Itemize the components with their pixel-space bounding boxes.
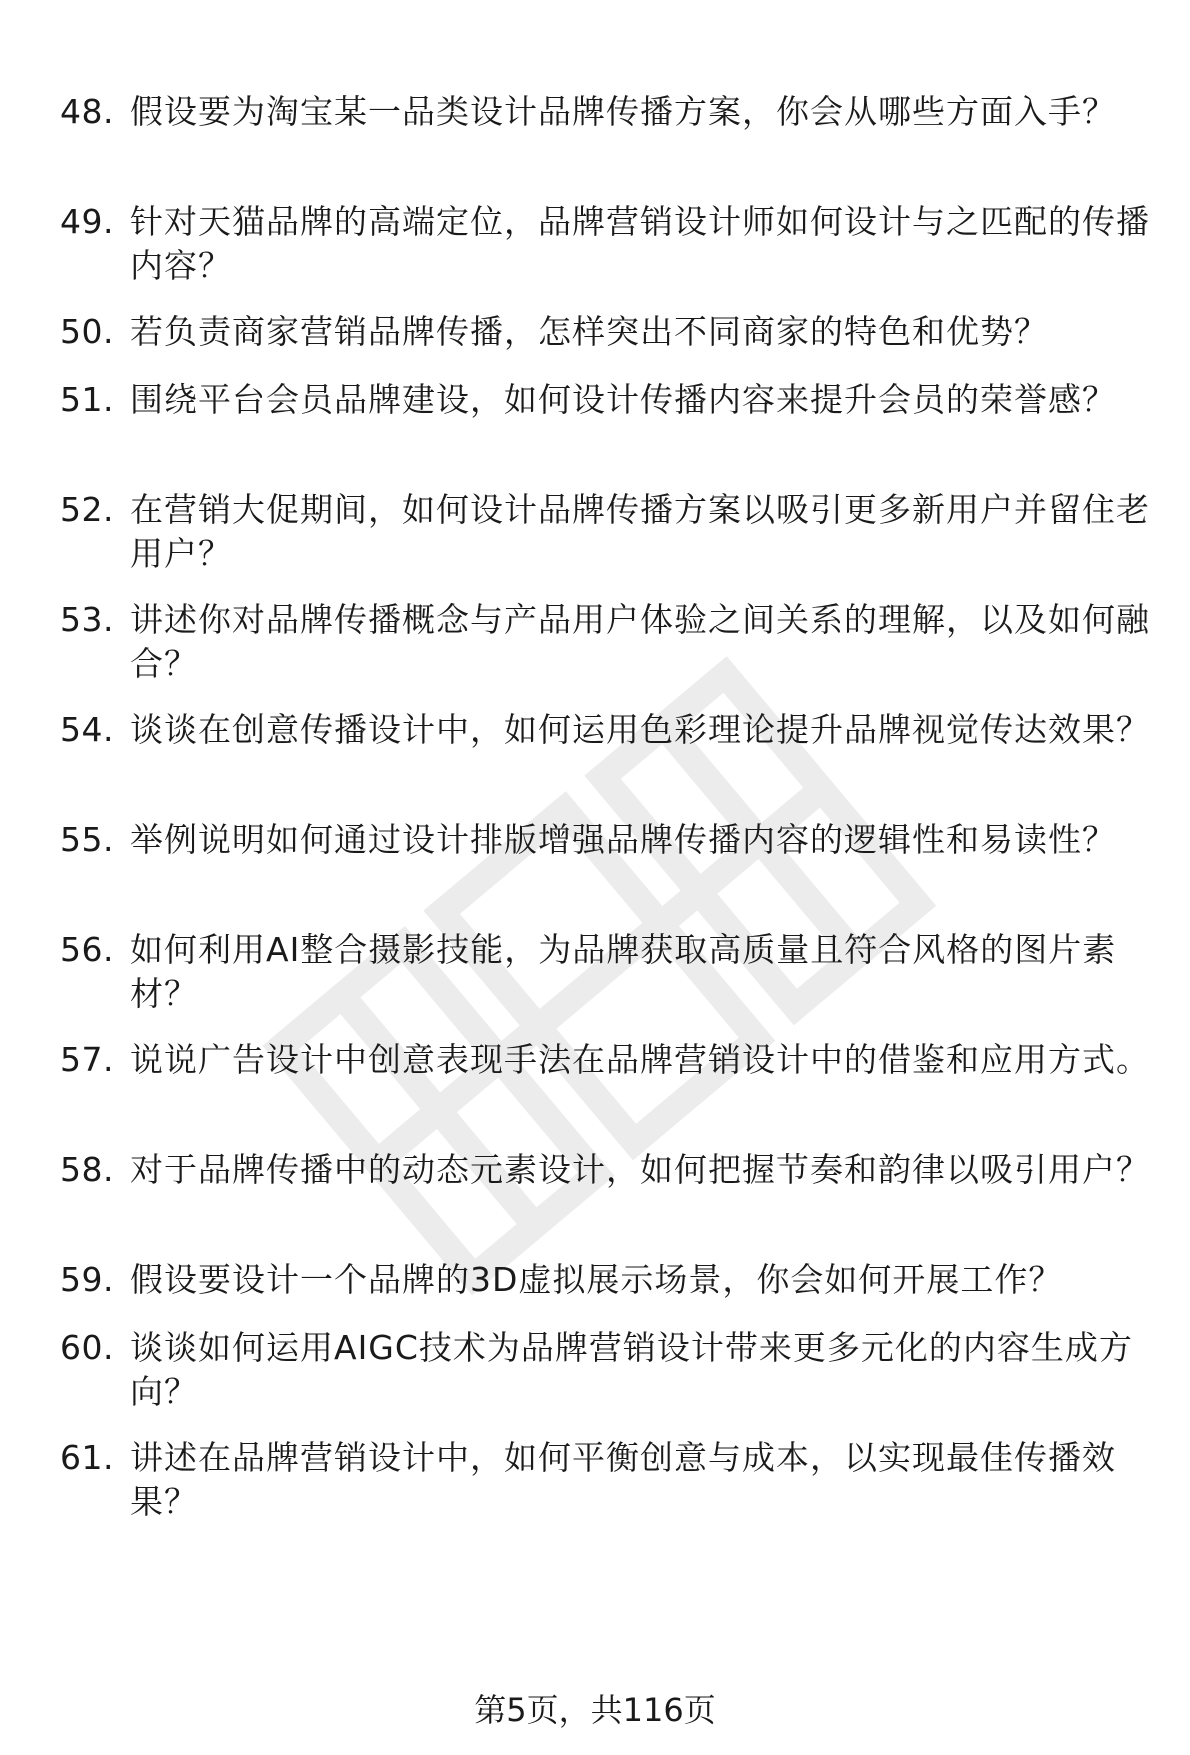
question-number: 48. xyxy=(60,92,114,131)
question-number: 58. xyxy=(60,1150,114,1189)
list-item xyxy=(60,488,1160,576)
list-item xyxy=(60,200,1160,288)
question-number: 49. xyxy=(60,202,114,241)
question-text: 若负责商家营销品牌传播，怎样突出不同商家的特色和优势？ xyxy=(130,312,1048,351)
question-number: 50. xyxy=(60,312,114,351)
list-item xyxy=(60,598,1160,686)
question-number: 60. xyxy=(60,1328,114,1367)
question-number: 53. xyxy=(60,600,114,639)
question-number: 59. xyxy=(60,1260,114,1299)
question-text: 围绕平台会员品牌建设，如何设计传播内容来提升会员的荣誉感？ xyxy=(130,380,1116,419)
question-text: 举例说明如何通过设计排版增强品牌传播内容的逻辑性和易读性？ xyxy=(130,820,1116,859)
list-item xyxy=(60,1258,1160,1302)
question-text: 对于品牌传播中的动态元素设计，如何把握节奏和韵律以吸引用户？ xyxy=(130,1150,1150,1189)
question-number: 54. xyxy=(60,710,114,749)
question-text: 讲述在品牌营销设计中，如何平衡创意与成本，以实现最佳传播效果？ xyxy=(130,1438,1116,1521)
question-text: 说说广告设计中创意表现手法在品牌营销设计中的借鉴和应用方式。 xyxy=(130,1040,1150,1079)
list-item xyxy=(60,378,1160,422)
list-item xyxy=(60,1038,1160,1082)
question-number: 52. xyxy=(60,490,114,529)
list-item xyxy=(60,1148,1160,1192)
question-text: 如何利用AI整合摄影技能，为品牌获取高质量且符合风格的图片素材？ xyxy=(130,930,1117,1013)
question-text: 谈谈在创意传播设计中，如何运用色彩理论提升品牌视觉传达效果？ xyxy=(130,710,1150,749)
list-item xyxy=(60,1436,1160,1524)
question-number: 56. xyxy=(60,930,114,969)
list-item xyxy=(60,310,1160,354)
question-text: 假设要设计一个品牌的3D虚拟展示场景，你会如何开展工作？ xyxy=(130,1260,1063,1299)
page-number-footer: 第5页，共116页 xyxy=(474,1691,716,1729)
question-number: 57. xyxy=(60,1040,114,1079)
question-number: 61. xyxy=(60,1438,114,1477)
question-number: 55. xyxy=(60,820,114,859)
list-item xyxy=(60,708,1160,752)
list-item xyxy=(60,90,1160,134)
list-item xyxy=(60,818,1160,862)
question-text: 讲述你对品牌传播概念与产品用户体验之间关系的理解，以及如何融合？ xyxy=(130,600,1150,683)
list-item xyxy=(60,928,1160,1016)
question-text: 针对天猫品牌的高端定位，品牌营销设计师如何设计与之匹配的传播内容？ xyxy=(130,202,1150,285)
question-text: 假设要为淘宝某一品类设计品牌传播方案，你会从哪些方面入手？ xyxy=(130,92,1116,131)
question-text: 谈谈如何运用AIGC技术为品牌营销设计带来更多元化的内容生成方向？ xyxy=(130,1328,1133,1411)
list-item xyxy=(60,1326,1160,1414)
question-number: 51. xyxy=(60,380,114,419)
question-text: 在营销大促期间，如何设计品牌传播方案以吸引更多新用户并留住老用户？ xyxy=(130,490,1150,573)
